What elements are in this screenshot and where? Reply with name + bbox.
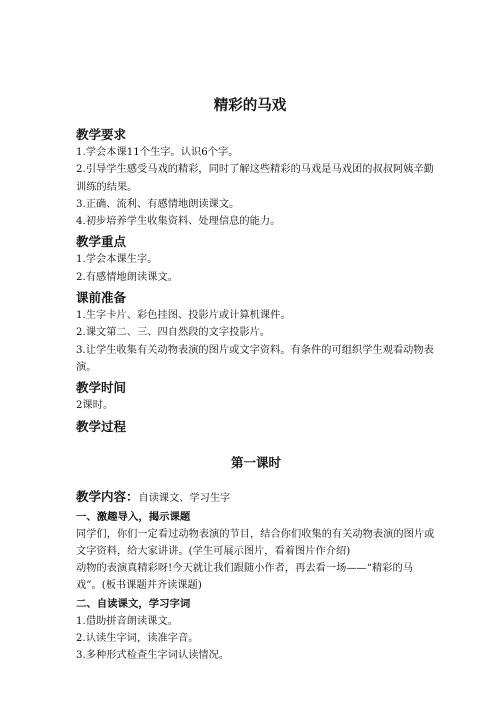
preparation-heading: 课前准备 [76,290,127,306]
process-heading: 教学过程 [76,418,127,434]
lesson1-part2-item: 2.认读生字词，读准字音。 [76,633,199,645]
requirements-item: 3.正确、流利、有感情地朗读课文。 [76,198,240,210]
key-points-heading: 教学重点 [76,234,127,250]
requirements-heading: 教学要求 [76,127,127,142]
lesson1-part1-paragraph: 动物的表演真精彩呀!今天就让我们跟随小作者，再去看一场——“精彩的马戏”。(板书课题并齐读课题) [76,563,413,592]
requirements-item: 4.初步培养学生收集资料、处理信息的能力。 [76,216,281,228]
lesson1-part2-item: 3.多种形式检查生字词认读情况。 [76,650,230,662]
lesson1-part2-item: 1.借助拼音朗读课文。 [76,615,178,627]
requirements-item: 1.学会本课11个生字。认识6个字。 [76,147,239,158]
lesson1-content-value: 自读课文、学习生字 [138,492,231,504]
preparation-item: 2.课文第二、三、四自然段的文字投影片。 [76,327,271,339]
preparation-item: 1.生字卡片、彩色挂图、投影片或计算机课件。 [76,310,291,322]
preparation-item: 3.让学生收集有关动物表演的图片或文字资料。有条件的可组织学生观看动物表演。 [76,344,434,373]
document-body [76,123,436,665]
key-points-item: 2.有感情地朗读课文。 [76,271,178,283]
lesson1-part2-heading: 二、自读课文，学习字词 [76,597,191,610]
requirements-item: 2.引导学生感受马戏的精彩，同时了解这些精彩的马戏是马戏团的叔叔阿姨辛勤训练的结果。 [76,164,434,193]
lesson1-part1-heading: 一、激趣导入，揭示课题 [76,510,191,523]
lesson1-part1-paragraph: 同学们，你们一定看过动物表演的节目，结合你们收集的有关动物表演的图片或文字资料，给大家讲讲。(学生可展示图片，看着图片作介绍) [76,528,435,557]
key-points-item: 1.学会本课生字。 [76,254,158,266]
time-heading: 教学时间 [76,380,127,396]
lesson1-content-label: 教学内容： [76,488,139,504]
time-value: 2课时。 [76,400,114,412]
lesson1-heading: 第一课时 [230,454,281,470]
lesson1-content-line [76,486,436,508]
document-title: 精彩的马戏 [213,98,287,114]
